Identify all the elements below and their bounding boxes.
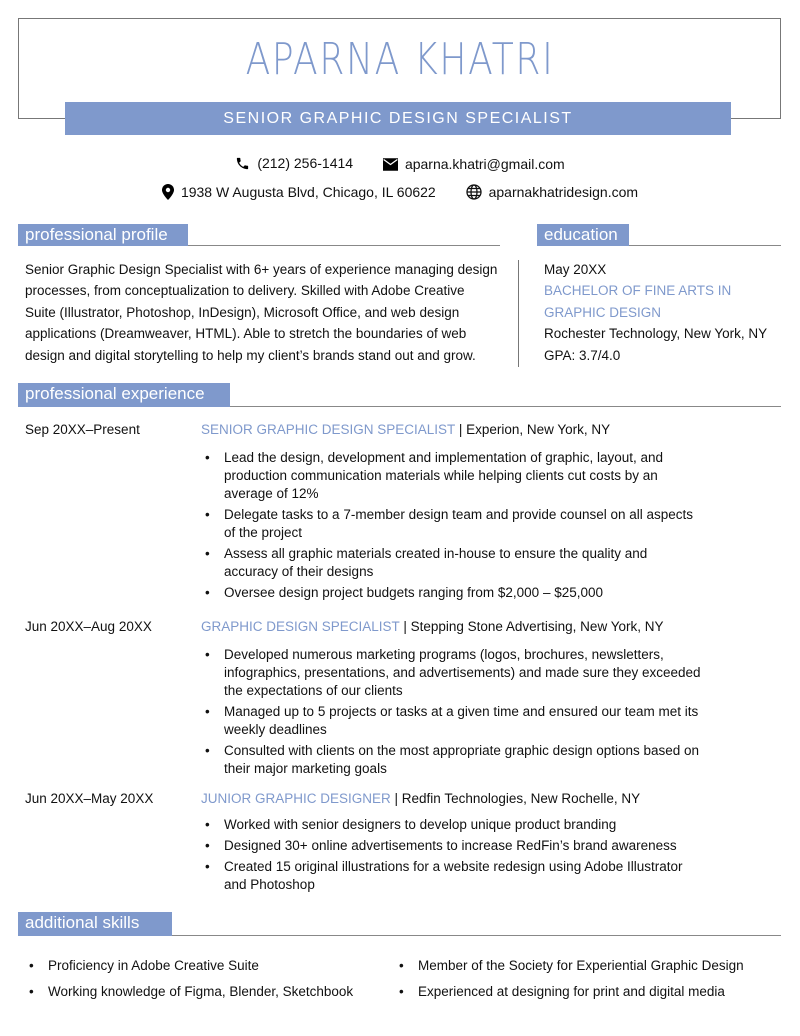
job-bullet: • Created 15 original illustrations for a website redesign using Adobe Illustrator and Photoshop xyxy=(201,858,701,894)
section-title: additional skills xyxy=(18,912,172,936)
website-link[interactable]: aparnakhatridesign.com xyxy=(488,184,639,200)
contact-row-2 xyxy=(0,184,800,203)
job-title: JUNIOR GRAPHIC DESIGNER xyxy=(201,791,391,806)
job-heading xyxy=(201,791,640,806)
job-bullet: • Designed 30+ online advertisements to increase RedFin’s brand awareness xyxy=(201,837,701,855)
section-header-profile xyxy=(18,224,500,246)
skills-list-right xyxy=(395,957,785,1004)
location-pin-icon xyxy=(162,184,174,200)
job-bullet: • Oversee design project budgets ranging from $2,000 – $25,000 xyxy=(201,584,701,602)
job-title-banner: SENIOR GRAPHIC DESIGN SPECIALIST xyxy=(65,102,731,135)
job-company: | Experion, New York, NY xyxy=(455,422,611,437)
phone-text[interactable]: (212) 256-1414 xyxy=(257,155,354,171)
section-header-experience xyxy=(18,383,781,407)
section-title: professional experience xyxy=(18,383,230,407)
job-bullet: • Lead the design, development and implementation of graphic, layout, and production communication materials while helping clients cut costs by an average of 12% xyxy=(201,449,701,503)
job-company: | Stepping Stone Advertising, New York, NY xyxy=(399,619,664,634)
phone-icon xyxy=(235,156,250,171)
section-header-education xyxy=(537,224,781,246)
skill-item: • Experienced at designing for print and digital media xyxy=(395,983,785,1001)
section-title: professional profile xyxy=(18,224,188,246)
candidate-name: APARNA KHATRI xyxy=(245,34,555,85)
profile-summary: Senior Graphic Design Specialist with 6+ years of experience managing design processes, from conceptualization to delivery. Skilled with Adobe Creative Suite (Illustrator, Photoshop, InDesign), Microsoft Office, and web design applications (Dreamweaver, HTML). Able to stretch the boundaries of web design and digital storytelling to help my client’s brands stand out and grow. xyxy=(25,262,498,363)
section-title: education xyxy=(537,224,629,246)
job-bullets xyxy=(201,646,701,781)
education-details: May 20XX BACHELOR OF FINE ARTS IN GRAPHIC DESIGN Rochester Technology, New York, NY GPA: 3.7/4.0 xyxy=(544,262,768,363)
skill-item: • Member of the Society for Experiential Graphic Design xyxy=(395,957,785,975)
job-bullet: • Developed numerous marketing programs (logos, brochures, newsletters, infographics, presentations, and advertisements) and made sure they exceeded the expectations of our clients xyxy=(201,646,701,700)
skill-item: • Working knowledge of Figma, Blender, Sketchbook xyxy=(25,983,385,1001)
skills-list-left xyxy=(25,957,385,1004)
job-company: | Redfin Technologies, New Rochelle, NY xyxy=(390,791,641,806)
job-dates: Jun 20XX–May 20XX xyxy=(25,791,154,806)
job-title: GRAPHIC DESIGN SPECIALIST xyxy=(201,619,400,634)
job-bullet: • Managed up to 5 projects or tasks at a given time and ensured our team met its weekly deadlines xyxy=(201,703,701,739)
contact-row-1 xyxy=(0,155,800,174)
job-dates: Sep 20XX–Present xyxy=(25,422,140,437)
address-text: 1938 W Augusta Blvd, Chicago, IL 60622 xyxy=(180,184,436,200)
job-title: SENIOR GRAPHIC DESIGN SPECIALIST xyxy=(201,422,456,437)
email-icon xyxy=(383,158,398,171)
skill-item: • Proficiency in Adobe Creative Suite xyxy=(25,957,385,975)
job-bullet: • Assess all graphic materials created in-house to ensure the quality and accuracy of their designs xyxy=(201,545,701,581)
job-bullets xyxy=(201,449,701,605)
job-dates: Jun 20XX–Aug 20XX xyxy=(25,619,152,634)
job-bullet: • Delegate tasks to a 7-member design team and provide counsel on all aspects of the project xyxy=(201,506,701,542)
job-heading xyxy=(201,619,663,634)
job-bullets xyxy=(201,816,701,897)
job-heading xyxy=(201,422,610,437)
job-bullet: • Consulted with clients on the most appropriate graphic design options based on their major marketing goals xyxy=(201,742,701,778)
email-text[interactable]: aparna.khatri@gmail.com xyxy=(404,156,565,172)
globe-icon xyxy=(466,184,482,200)
column-divider xyxy=(518,260,519,367)
section-header-skills xyxy=(18,912,781,936)
job-bullet: • Worked with senior designers to develop unique product branding xyxy=(201,816,701,834)
